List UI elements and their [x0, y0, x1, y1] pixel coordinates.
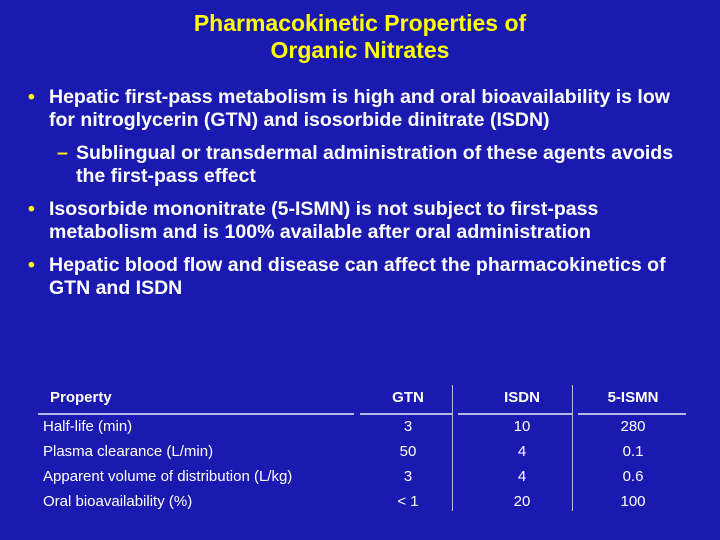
cell-isdn: 4 — [517, 468, 527, 485]
table-row — [38, 415, 686, 440]
pk-table — [38, 383, 686, 515]
column-divider — [452, 385, 453, 511]
cell-5ismn: 100 — [620, 493, 646, 510]
slide-title — [0, 10, 720, 64]
bullet-item — [28, 86, 698, 132]
sub-bullet-text: Sublingual or transdermal administration of these agents avoids the first-pass effect — [76, 142, 674, 187]
bullet-marker: • — [28, 254, 35, 276]
cell-5ismn: 0.1 — [622, 443, 644, 460]
bullet-text: Isosorbide mononitrate (5-ISMN) is not subject to first-pass metabolism and is 100% available after oral administration — [49, 198, 599, 243]
sub-bullet-item — [28, 142, 698, 188]
cell-isdn: 20 — [513, 493, 531, 510]
cell-isdn: 4 — [517, 443, 527, 460]
cell-gtn: 3 — [403, 468, 413, 485]
cell-gtn: < 1 — [397, 493, 419, 510]
cell-gtn: 3 — [403, 418, 413, 435]
table-header — [38, 383, 686, 415]
cell-property: Oral bioavailability (%) — [43, 493, 193, 510]
header-gtn: GTN — [392, 389, 424, 406]
sub-bullet-marker: – — [57, 142, 68, 164]
table-row — [38, 490, 686, 515]
header-5ismn: 5-ISMN — [607, 389, 659, 406]
cell-5ismn: 0.6 — [622, 468, 644, 485]
header-property: Property — [50, 389, 112, 406]
cell-property: Apparent volume of distribution (L/kg) — [43, 468, 293, 485]
column-divider — [572, 385, 573, 511]
title-line-1: Pharmacokinetic Properties of — [193, 10, 527, 36]
bullet-text: Hepatic blood flow and disease can affect the pharmacokinetics of GTN and ISDN — [49, 254, 666, 299]
bullet-item — [28, 198, 698, 244]
cell-gtn: 50 — [399, 443, 417, 460]
bullet-marker: • — [28, 86, 35, 108]
cell-5ismn: 280 — [620, 418, 646, 435]
bullet-marker: • — [28, 198, 35, 220]
cell-isdn: 10 — [513, 418, 531, 435]
header-isdn: ISDN — [504, 389, 540, 406]
table-row — [38, 465, 686, 490]
bullet-list — [28, 86, 698, 310]
bullet-text: Hepatic first-pass metabolism is high and oral bioavailability is low for nitroglycerin (GTN) and isosorbide dinitrate (ISDN) — [49, 86, 670, 131]
title-line-2: Organic Nitrates — [270, 37, 450, 63]
table-row — [38, 440, 686, 465]
cell-property: Half-life (min) — [43, 418, 133, 435]
bullet-item — [28, 254, 698, 300]
cell-property: Plasma clearance (L/min) — [43, 443, 214, 460]
